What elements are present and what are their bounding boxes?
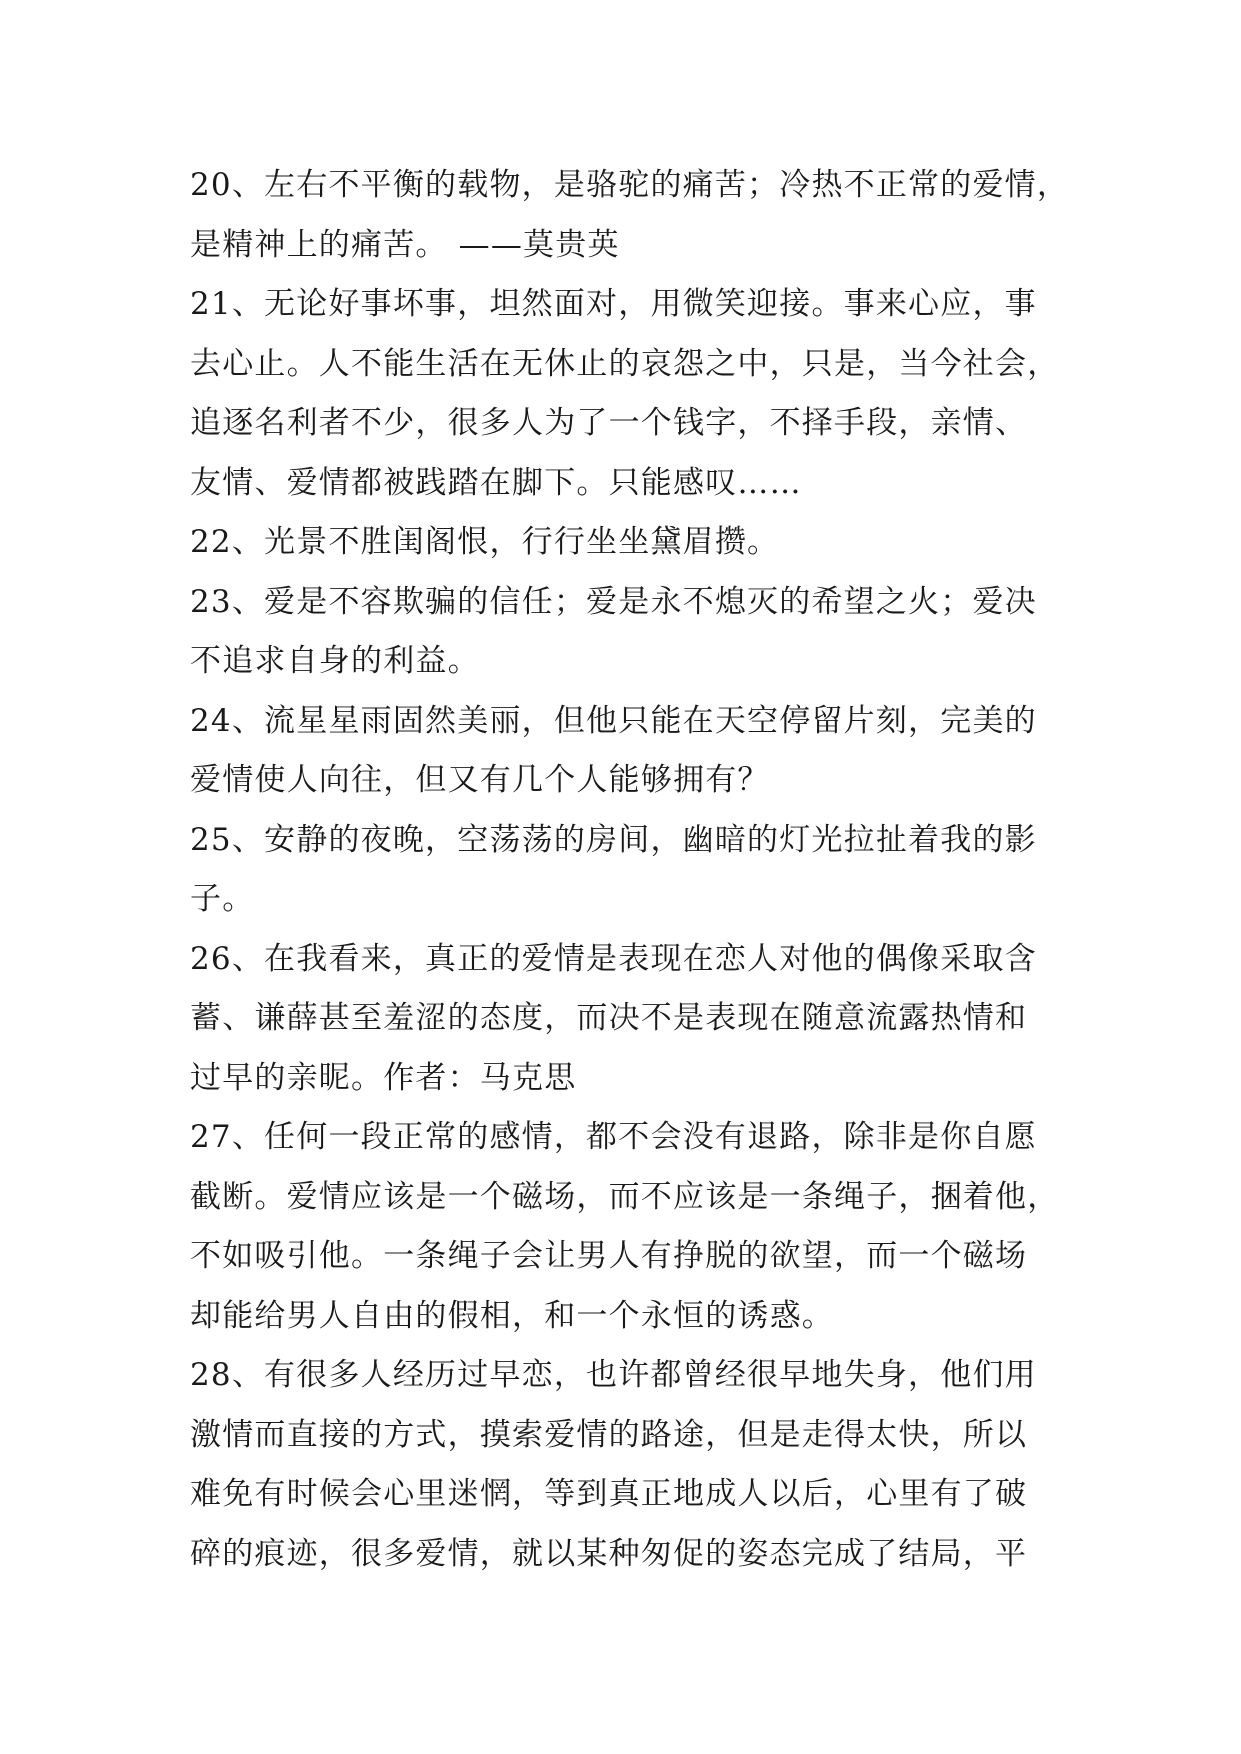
text-line: 截断。爱情应该是一个磁场，而不应该是一条绳子，捆着他， xyxy=(190,1178,1060,1215)
text-line: 追逐名利者不少，很多人为了一个钱字，不择手段，亲情、 xyxy=(190,405,1028,441)
text-line: 不如吸引他。一条绳子会让男人有挣脱的欲望，而一个磁场 xyxy=(190,1238,1028,1274)
text-line: 是精神上的痛苦。 ——莫贵英 xyxy=(190,226,620,263)
document-body xyxy=(190,156,1090,1584)
text-line: 激情而直接的方式，摸索爱情的路途，但是走得太快，所以 xyxy=(190,1416,1028,1453)
text-line: 21、无论好事坏事，坦然面对，用微笑迎接。事来心应，事 xyxy=(190,286,1037,322)
text-line: 27、任何一段正常的感情，都不会没有退路，除非是你自愿 xyxy=(190,1119,1037,1155)
text-line: 友情、爱情都被践踏在脚下。只能感叹…… xyxy=(190,464,802,501)
text-line: 过早的亲昵。作者：马克思 xyxy=(190,1059,577,1096)
text-line: 去心止。人不能生活在无休止的哀怨之中，只是，当今社会， xyxy=(190,345,1060,382)
text-line: 26、在我看来，真正的爱情是表现在恋人对他的偶像采取含 xyxy=(190,940,1037,977)
text-line: 20、左右不平衡的载物，是骆驼的痛苦；冷热不正常的爱情， xyxy=(190,167,1070,203)
text-line: 28、有很多人经历过早恋，也许都曾经很早地失身，他们用 xyxy=(190,1357,1037,1393)
text-line: 蓄、谦薛甚至羞涩的态度，而决不是表现在随意流露热情和 xyxy=(190,1000,1028,1036)
text-line: 不追求自身的利益。 xyxy=(190,643,480,679)
text-line: 难免有时候会心里迷惘，等到真正地成人以后，心里有了破 xyxy=(190,1476,1028,1512)
text-line: 却能给男人自由的假相，和一个永恒的诱惑。 xyxy=(190,1297,834,1334)
text-line: 碎的痕迹，很多爱情，就以某种匆促的姿态完成了结局，平 xyxy=(190,1535,1028,1572)
text-line: 爱情使人向往，但又有几个人能够拥有？ xyxy=(190,762,770,798)
text-line: 22、光景不胜闺阁恨，行行坐坐黛眉攒。 xyxy=(190,524,780,560)
text-line: 23、爱是不容欺骗的信任；爱是永不熄灭的希望之火；爱决 xyxy=(190,583,1037,620)
text-line: 子。 xyxy=(190,881,255,917)
text-line: 25、安静的夜晚，空荡荡的房间，幽暗的灯光拉扯着我的影 xyxy=(190,821,1037,858)
text-line: 24、流星星雨固然美丽，但他只能在天空停留片刻，完美的 xyxy=(190,702,1037,739)
